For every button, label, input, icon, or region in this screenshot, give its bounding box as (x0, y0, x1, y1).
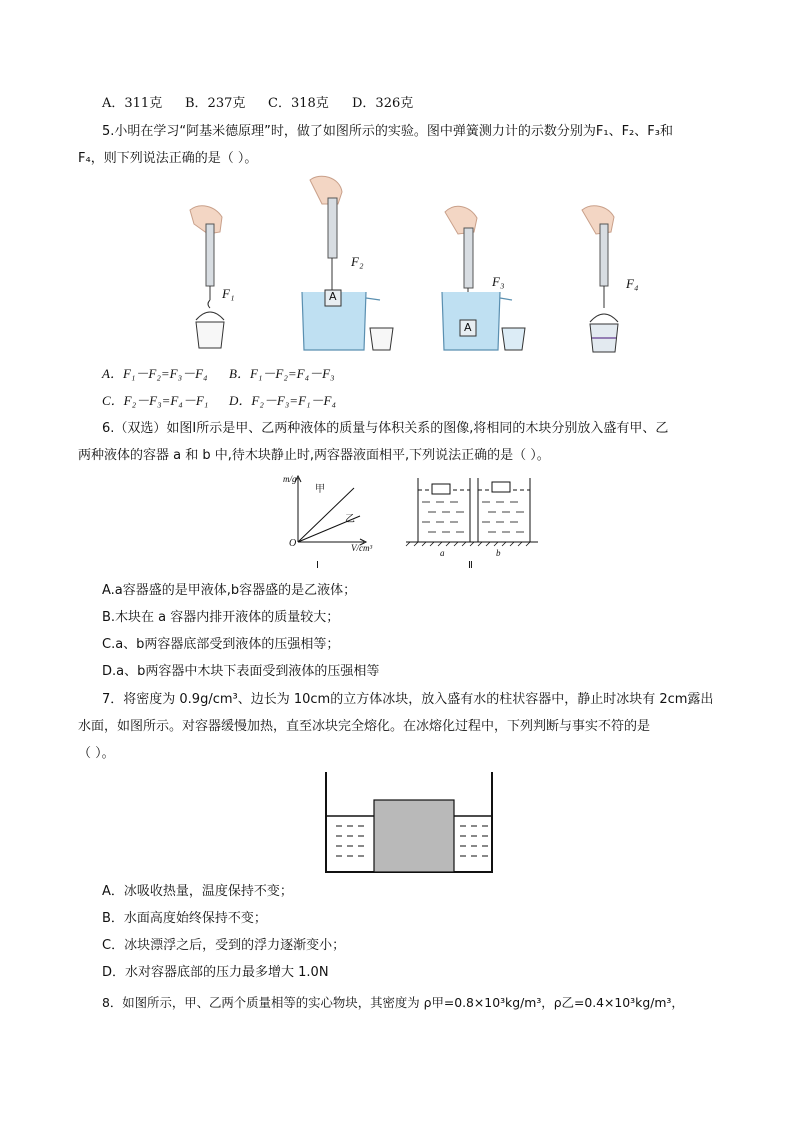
label-block-a-2: A (464, 321, 472, 334)
figure-label-1: Ⅰ (316, 560, 319, 571)
graph-y-axis-label: m/g (283, 474, 297, 484)
question-5-stem-line2: F₄，则下列说法正确的是（ ）。 (78, 151, 258, 166)
question-8-stem-line1: 8．如图所示，甲、乙两个质量相等的实心物块，其密度为 ρ甲=0.8×10³kg/m³，ρ乙=0.4×10³kg/m³， (102, 995, 684, 1010)
question-7-stem-line1: 7．将密度为 0.9g/cm³、边长为 10cm的立方体冰块，放入盛有水的柱状容器中，静止时冰块有 2cm露出 (102, 692, 714, 707)
q7-option-d: D．水对容器底部的压力最多增大 1.0N (102, 965, 329, 980)
question-6-stem-line2: 两种液体的容器 a 和 b 中,待木块静止时,两容器液面相平,下列说法正确的是（ ）。 (78, 448, 550, 463)
container-b-label: b (496, 548, 501, 558)
label-f4: F₄ (626, 276, 639, 291)
q5-option-a: A．F₁－F₂=F₃－F₄ (102, 366, 208, 381)
graph-line-jia: 甲 (315, 484, 325, 495)
panel-2-object-in-overflow-cup (302, 176, 393, 350)
q6-option-c: C.a、b两容器底部受到液体的压强相等； (102, 637, 340, 652)
ice-in-water-container-figure (322, 770, 498, 874)
option-b: B．237克 (185, 96, 246, 111)
q7-option-a: A．冰吸收热量，温度保持不变； (102, 884, 293, 899)
panel-1-spring-scale-empty-bucket (190, 206, 224, 348)
label-block-a-1: A (329, 290, 337, 303)
q6-option-d: D.a、b两容器中木块下表面受到液体的压强相等 (102, 664, 380, 679)
label-f3: F₃ (492, 274, 505, 289)
panel-3-object-submerged (442, 206, 525, 350)
figure-label-2: Ⅱ (468, 560, 473, 571)
q6-option-b: B.木块在 a 容器内排开液体的质量较大； (102, 610, 340, 625)
option-c: C．318克 (268, 96, 329, 111)
question-7-stem-line3: （ ）。 (78, 746, 115, 761)
graph-x-axis-label: V/cm³ (351, 543, 373, 553)
graph-origin: O (289, 538, 297, 549)
q7-option-b: B．水面高度始终保持不变； (102, 911, 267, 926)
option-a: A．311克 (102, 96, 163, 111)
q7-option-c: C．冰块漂浮之后，受到的浮力逐渐变小； (102, 938, 346, 953)
archimedes-experiment-figure (180, 172, 650, 362)
graph-line-yi: 乙 (345, 514, 355, 525)
q5-option-b: B．F₁－F₂=F₄－F₃ (229, 366, 335, 381)
q6-option-a: A.a容器盛的是甲液体,b容器盛的是乙液体； (102, 583, 357, 598)
label-f2: F₂ (351, 254, 364, 269)
label-f1: F₁ (222, 286, 235, 301)
question-7-stem-line2: 水面，如图所示。对容器缓慢加热，直至冰块完全熔化。在冰熔化过程中，下列判断与事实不符的是 (78, 719, 651, 734)
question-6-stem-line1: 6.（双选）如图Ⅰ所示是甲、乙两种液体的质量与体积关系的图像,将相同的木块分别放入盛有甲、乙 (102, 421, 669, 436)
option-d: D．326克 (352, 96, 414, 111)
container-a-label: a (440, 548, 445, 558)
q5-option-c: C．F₂－F₃=F₄－F₁ (102, 393, 209, 408)
q5-option-d: D．F₂－F₃=F₁－F₄ (229, 393, 337, 408)
panel-4-bucket-with-water (582, 206, 618, 352)
question-5-stem-line1: 5.小明在学习“阿基米德原理”时，做了如图所示的实验。图中弹簧测力计的示数分别为F₁、F₂、F₃和 (102, 124, 673, 139)
